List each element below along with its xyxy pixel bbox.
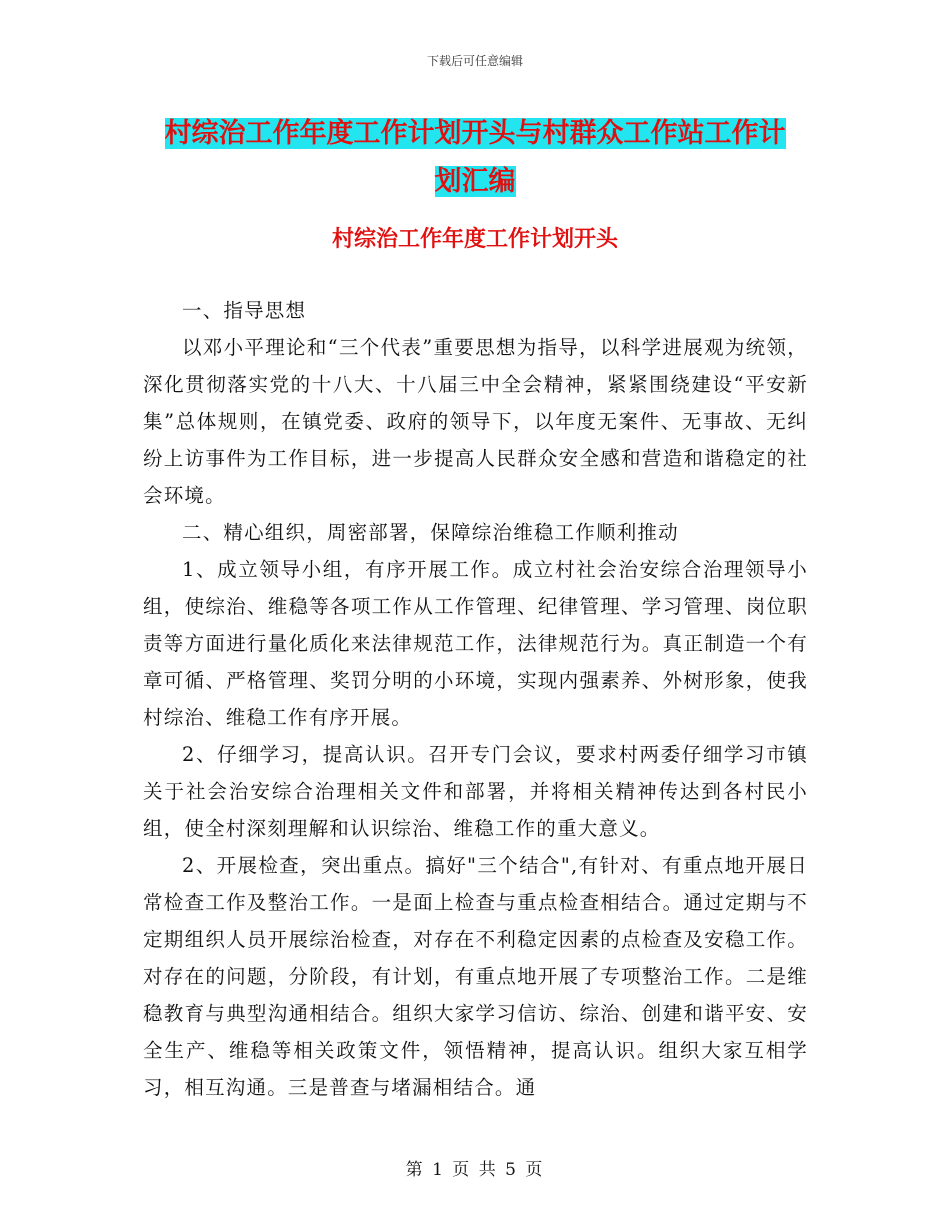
paragraph-heading-2: 二、精心组织，周密部署，保障综治维稳工作顺利推动: [182, 521, 679, 544]
page-number: 第 1 页 共 5 页: [405, 1160, 545, 1180]
paragraph: 2、开展检查，突出重点。搞好"三个结合",有针对、有重点地开展日常检查工作及整治工作。一是面上检查与重点检查相结合。通过定期与不定期组织人员开展综治检查，对存在不利稳定因素的点检查及安稳工作。对存在的问题，分阶段，有计划，有重点地开展了专项整治工作。二是维稳教育与典型沟通相结合。组织大家学习信访、综治、创建和谐平安、安全生产、维稳等相关政策文件，领悟精神，提高认识。组织大家互相学习，相互沟通。三是普查与堵漏相结合。通: [143, 854, 808, 1099]
paragraph: 1、成立领导小组，有序开展工作。成立村社会治安综合治理领导小组，使综治、维稳等各项工作从工作管理、纪律管理、学习管理、岗位职责等方面进行量化质化来法律规范工作，法律规范行为。真正制造一个有章可循、严格管理、奖罚分明的小环境，实现内强素养、外树形象，使我村综治、维稳工作有序开展。: [143, 558, 808, 729]
paragraph-heading-1: 一、指导思想: [182, 299, 307, 322]
document-title: [140, 110, 810, 206]
section-title: 村综治工作年度工作计划开头: [331, 227, 618, 252]
document-title-line1: 村综治工作年度工作计划开头与村群众工作站工作计: [164, 118, 786, 149]
paragraph: 2、仔细学习，提高认识。召开专门会议，要求村两委仔细学习市镇关于社会治安综合治理相关文件和部署，并将相关精神传达到各村民小组，使全村深刻理解和认识综治、维稳工作的重大意义。: [143, 743, 808, 840]
page-header-note: 下载后可任意编辑: [426, 54, 523, 68]
document-title-line2: 划汇编: [434, 166, 516, 197]
paragraph: 以邓小平理论和“三个代表”重要思想为指导，以科学进展观为统领，深化贯彻落实党的十八大、十八届三中全会精神，紧紧围绕建设“平安新集”总体规则，在镇党委、政府的领导下，以年度无案件、无事故、无纠纷上访事件为工作目标，进一步提高人民群众安全感和营造和谐稳定的社会环境。: [143, 336, 808, 507]
document-body: [143, 292, 808, 1106]
